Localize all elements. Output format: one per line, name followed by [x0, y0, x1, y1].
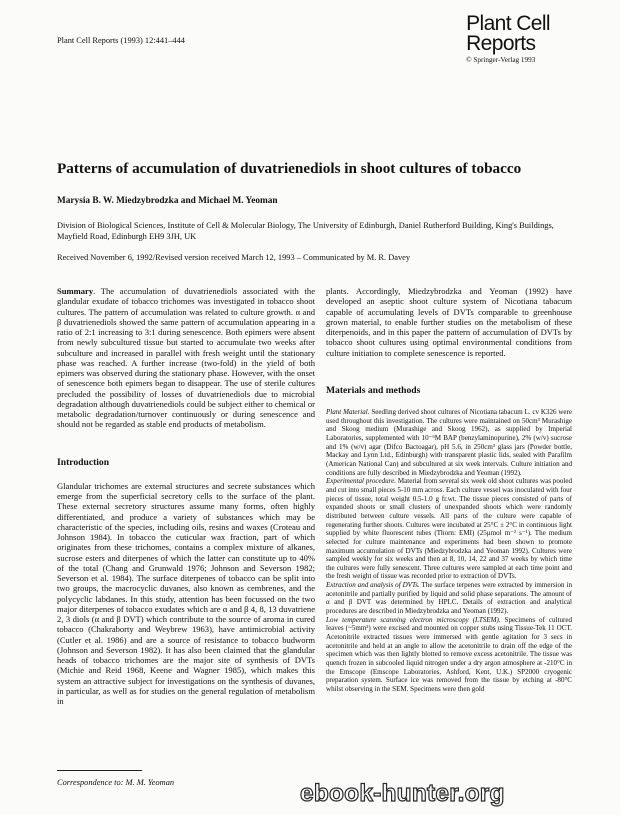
footnote-rule: [57, 770, 142, 771]
received-dates: Received November 6, 1992/Revised version received March 12, 1993 – Communicated by M. R. Davey: [57, 253, 411, 262]
article-title: Patterns of accumulation of duvatrienediols in shoot cultures of tobacco: [57, 160, 522, 177]
summary-paragraph: [57, 286, 315, 430]
author-affiliation: Division of Biological Sciences, Institute of Cell & Molecular Biology, The University of Edinburgh, Daniel Rutherford Building, King's Buildings, Mayfield Road, Edinburgh EH9 3JH, UK: [57, 221, 554, 241]
logo-line-1: Plant Cell: [466, 12, 550, 35]
plant-material-paragraph: Plant Material. Seedling derived shoot cultures of Nicotiana tabacum L. cv K326 were used throughout this investigation. The cultures were maintained on 50cm³ Murashige and Skoog medium (Murashige and Skoog 1962), as supplied by Imperial Laboratories, supplemented with 10⁻⁶M BAP (benzylaminopurine), 2% (w/v) sucrose and 1% (w/v) agar (Difco Bactoagar), pH 5.6, in 250cm³ glass jars (Powder bottle, Mackay and Lynn Ltd., Edinburgh) with transparent plastic lids, sealed with Parafilm (American National Can) and subcultured at six week intervals. Culture initiation and conditions are fully described in Miedzybrodzka and Yeoman (1992).: [326, 408, 573, 477]
right-column: [326, 286, 572, 694]
ltsem-paragraph: Low temperature scanning electron microscopy (LTSEM). Specimens of cultured leaves (~5mm²) were excised and mounted on copper stubs using Tissue-Tek 11 OCT. Acetonitrile extracted tissues were immersed with gentle agitation for 3 secs in acetonitrile and held at an angle to allow the acetonitrile to drain off the edge of the specimen which was then lightly blotted to remove excess acetonitrile. The tissue was quench frozen in subcooled liquid nitrogen under a dry argon atmosphere at -210°C in the Emscope (Emscope Laboratories, Ashford, Kent, U.K.) SP2000 cryogenic preparation system. Surface ice was removed from the tissue by etching at -80°C whilst observing in the SEM. Specimens were then gold: [326, 615, 572, 693]
introduction-continued: plants. Accordingly, Miedzybrodzka and Yeoman (1992) have developed an aseptic shoot culture system of Nicotiana tabacum capable of accumulating levels of DVTs comparable to greenhouse grown material, to enable further studies on the metabolism of these diterpenoids, and in this paper the pattern of accumulation of DVTs by tobacco shoot cultures using optimal environmental conditions from culture initiation to complete senescence is reported.: [326, 286, 572, 358]
ltsem-label: Low temperature scanning electron microscopy (LTSEM).: [326, 615, 501, 624]
extraction-label: Extraction and analysis of DVTs.: [326, 581, 420, 590]
correspondence-note: Correspondence to: M. M. Yeoman: [57, 778, 175, 787]
watermark-text: ebook-hunter.org: [300, 780, 505, 807]
extraction-paragraph: Extraction and analysis of DVTs. The surface terpenes were extracted by immersion in acetonitrile and partially purified by liquid and solid phase separations. The amount of α and β DVT was determined by HPLC. Details of extraction and analytical procedures are described in Miedzybrodzka and Yeoman (1992).: [326, 581, 572, 616]
introduction-heading: Introduction: [57, 456, 110, 468]
methods-heading: Materials and methods: [326, 384, 421, 396]
summary-label: Summary: [57, 286, 94, 296]
introduction-text: Glandular trichomes are external structures and secrete substances which emerge from the superficial secretory cells to the surface of the plant. These external secretory structures assume many forms, often highly differentiated, and produce a variety of substances which may be characteristic of the species, including oils, resins and waxes (Croteau and Johnson 1984). In tobacco the cuticular wax fraction, part of which originates from these trichomes, contains a complex mixture of alkanes, sucrose esters and diterpenes of which the latter can constitute up to 40% of the total (Chang and Grunwald 1976; Johnson and Severson 1982; Severson et al. 1984). The surface diterpenes of tobacco can be split into two groups, the macrocyclic duvanes, also known as cembrenes, and the polycyclic labdanes. In this study, attention has been focussed on the two major diterpenes of tobacco exudates which are α and β 4, 8, 13 duvatriene 2, 3 diols (α and β DVT) which contribute to the source of aroma in cured tobacco (Chakraborty and Weybrew 1963), have antimicrobial activity (Cutler et al. 1986) and are a source of resistance to tobacco budworm (Johnson and Severson 1982). It has also been claimed that the glandular heads of tobacco trichomes are the major site of synthesis of DVTs (Michie and Reid 1968, Keene and Wagner 1985), which makes this system an attractive subject for investigations on the synthesis of duvanes, in particular, as well as for studies on the general regulation of metabolism in: [57, 480, 315, 706]
left-column: [57, 286, 315, 706]
experimental-paragraph: Experimental procedure. Material from several six week old shoot cultures was pooled and cut into small pieces 5-10 mm across. Each culture vessel was inoculated with four pieces of tissue, total weight 0.5-1.0 g fr.wt. The tissue pieces consisted of parts of expanded shoots or small clusters of unexpanded shoots which were randomly distributed between culture vessels. All parts of the culture were capable of regenerating further shoots. Cultures were incubated at 25°C ± 2°C in continuous light supplied by white fluorescent tubes (Thorn: EMI) (25μmol m⁻² s⁻¹). The medium selected for culture maintenance and experiments had been shown to promote maximum accumulation of DVTs (Miedzybrodzka and Yeoman 1992). Cultures were sampled weekly for six weeks and then at 8, 10, 14, 22 and 37 weeks by which time the cultures were fully senescent. Three cultures were sampled at each time point and the fresh weight of tissue was recorded prior to extraction of DVTs.: [326, 477, 572, 581]
plant-material-label: Plant Material.: [326, 408, 370, 416]
watermark: [300, 780, 620, 814]
experimental-label: Experimental procedure.: [326, 477, 397, 486]
article-authors: Marysia B. W. Miedzybrodzka and Michael M. Yeoman: [57, 196, 278, 206]
summary-text: . The accumulation of duvatrienediols associated with the glandular exudate of tobacco trichomes was investigated in tobacco shoot cultures. The pattern of accumulation was related to culture growth. α and β duvatrienediols showed the same pattern of accumulation appearing in a ratio of 2:1 increasing to 3:1 during senescence. Both epimers were absent from newly subcultured tissue but started to accumulate two weeks after subculture and increased in parallel with fresh weight until the stationary phase was reached. A further increase (two-fold) in the yield of both epimers was observed during the stationary phase. However, with the onset of senescence both epimers began to disappear. The use of sterile cultures precluded the possibility of losses of duvatrienediols due to microbial degradation although duvatrienediols could be subject either to chemical or metabolic degradation/turnover continuously or during senescence and should not be regarded as stable end products of metabolism.: [57, 286, 315, 430]
journal-logo: [466, 14, 550, 64]
copyright-notice: © Springer-Verlag 1993: [466, 56, 536, 64]
logo-line-2: Reports: [466, 32, 536, 55]
journal-citation: Plant Cell Reports (1993) 12:441–444: [57, 36, 185, 45]
